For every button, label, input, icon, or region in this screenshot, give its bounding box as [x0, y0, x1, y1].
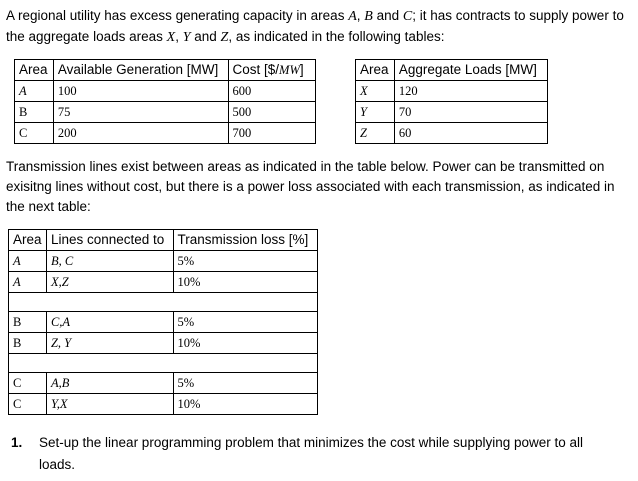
cell-loss: 10%	[173, 333, 318, 354]
intro-text: ,	[175, 29, 183, 44]
cell-load: 60	[394, 123, 547, 144]
cell-area: A	[9, 251, 47, 272]
cell-loss: 5%	[173, 312, 318, 333]
header-available-generation: Available Generation [MW]	[53, 60, 228, 81]
cell-lines: B, C	[46, 251, 173, 272]
cell-generation: 100	[53, 81, 228, 102]
cell-lines: A,B	[46, 373, 173, 394]
generation-table	[14, 59, 316, 144]
cell-lines: Z, Y	[46, 333, 173, 354]
transmission-header-row	[9, 230, 318, 251]
cell-area: X	[356, 81, 395, 102]
transmission-paragraph: Transmission lines exist between areas as indicated in the table below. Power can be transmitted on exisitng lines without cost, but there is a power loss associated with each transmission, as indicated in the next table:	[6, 159, 615, 214]
cell-generation: 75	[53, 102, 228, 123]
cell-cost: 500	[228, 102, 316, 123]
cell-cost: 700	[228, 123, 316, 144]
load-header-row	[356, 60, 548, 81]
cell-area: Z	[356, 123, 395, 144]
cell-lines: Y,X	[46, 394, 173, 415]
cost-bracket: ]	[299, 62, 304, 77]
cell-loss: 5%	[173, 251, 318, 272]
header-cost	[228, 60, 316, 81]
cost-unit: MW	[279, 63, 300, 77]
intro-paragraph	[6, 6, 634, 48]
cell-area: C	[15, 123, 54, 144]
table-row	[9, 394, 318, 415]
header-aggregate-loads: Aggregate Loads [MW]	[394, 60, 547, 81]
transmission-table	[8, 229, 318, 415]
intro-text: ; it has contracts to supply power to the aggregate loads areas	[6, 8, 624, 44]
separator-cell	[9, 293, 318, 312]
area-c-ref: C	[402, 9, 413, 24]
area-y-ref: Y	[182, 30, 191, 45]
area-a-ref: A	[348, 9, 357, 24]
table-row	[9, 373, 318, 394]
table-separator-row	[9, 293, 318, 312]
table-row	[9, 251, 318, 272]
intro-text: ,	[356, 8, 365, 23]
question-text: Set-up the linear programming problem that minimizes the cost while supplying power to all loads.	[39, 435, 584, 472]
intro-text: and	[190, 29, 221, 44]
header-area: Area	[15, 60, 54, 81]
table-separator-row	[9, 354, 318, 373]
header-area: Area	[9, 230, 47, 251]
table-row	[9, 272, 318, 293]
cell-loss: 10%	[173, 394, 318, 415]
cell-lines: X,Z	[46, 272, 173, 293]
header-transmission-loss: Transmission loss [%]	[173, 230, 318, 251]
area-x-ref: X	[166, 30, 176, 45]
cell-generation: 200	[53, 123, 228, 144]
table-row	[356, 102, 548, 123]
table-row	[356, 123, 548, 144]
cell-loss: 5%	[173, 373, 318, 394]
cell-area: C	[9, 394, 47, 415]
table-row	[15, 81, 316, 102]
cell-lines: C,A	[46, 312, 173, 333]
cell-area: A	[15, 81, 54, 102]
table-row	[9, 312, 318, 333]
header-area: Area	[356, 60, 395, 81]
cell-area: B	[15, 102, 54, 123]
cell-area: C	[9, 373, 47, 394]
intro-text: , as indicated in the following tables:	[228, 29, 445, 44]
cell-area: A	[9, 272, 47, 293]
cell-area: B	[9, 333, 47, 354]
cell-area: Y	[356, 102, 395, 123]
area-b-ref: B	[364, 9, 373, 24]
header-lines-connected: Lines connected to	[46, 230, 173, 251]
table-row	[9, 333, 318, 354]
table-row	[356, 81, 548, 102]
generation-header-row	[15, 60, 316, 81]
table-row	[15, 123, 316, 144]
intro-text: and	[372, 8, 403, 23]
cell-load: 70	[394, 102, 547, 123]
area-z-ref: Z	[220, 30, 229, 45]
cell-area: B	[9, 312, 47, 333]
cell-cost: 600	[228, 81, 316, 102]
cell-load: 120	[394, 81, 547, 102]
cost-label: Cost [$/	[232, 62, 280, 77]
cell-loss: 10%	[173, 272, 318, 293]
separator-cell	[9, 354, 318, 373]
load-table	[355, 59, 548, 144]
table-row	[15, 102, 316, 123]
question-number: 1.	[11, 435, 23, 450]
intro-text: A regional utility has excess generating capacity in areas	[6, 8, 349, 23]
